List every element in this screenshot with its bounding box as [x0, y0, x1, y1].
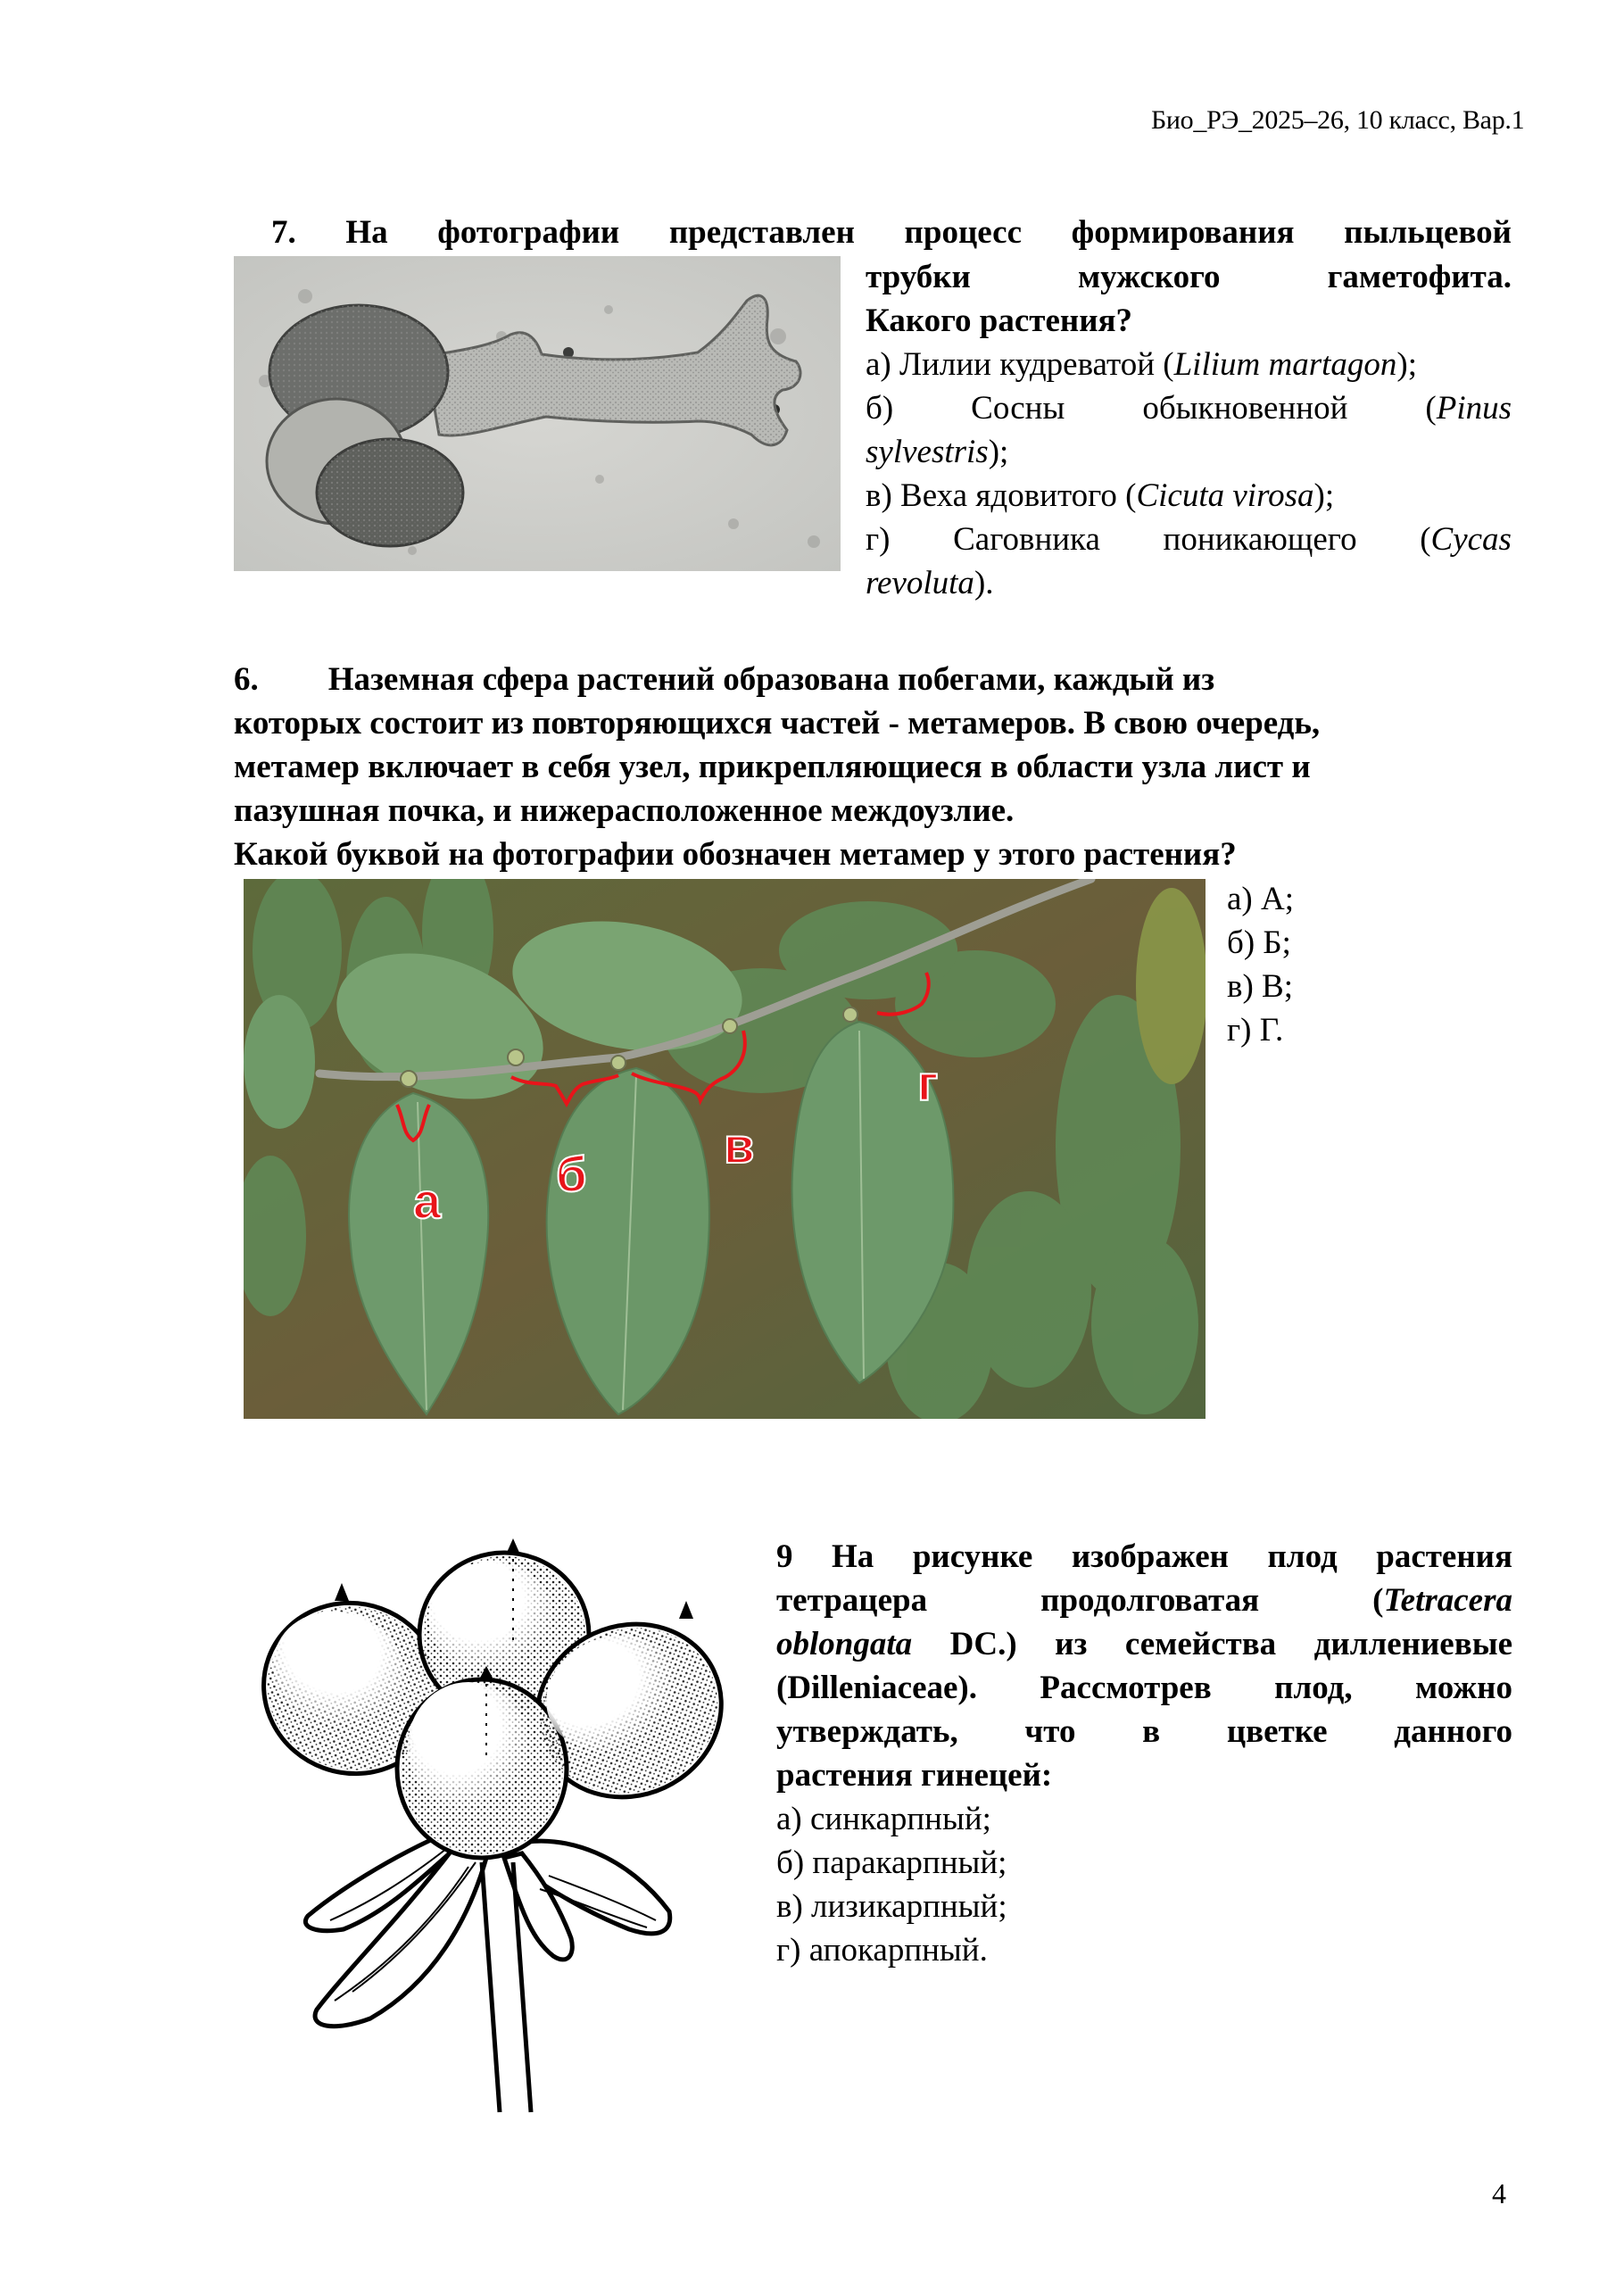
option-latin-name: Cycas — [1430, 521, 1512, 558]
option-text: В; — [1262, 968, 1294, 1005]
q7-question-block — [866, 255, 1512, 605]
option-letter: б) — [1227, 924, 1255, 961]
q9-question-block — [776, 1535, 1512, 1972]
q7-option-b[interactable] — [866, 386, 1512, 430]
option-letter: г) — [1227, 1012, 1252, 1049]
q9-line4: (Dilleniaceae). Рассмотрев плод, можно — [776, 1670, 1512, 1706]
q7-title-line1: 7. На фотографии представлен процесс формирования пыльцевой — [271, 214, 1512, 251]
q9-latin-genus: (Tetracera — [1372, 1582, 1512, 1619]
page-number: 4 — [1492, 2177, 1506, 2209]
shoot-illustration — [244, 879, 1206, 1419]
option-letter: в) — [776, 1888, 803, 1925]
q6-line1-text: Наземная сфера растений образована побегами, каждый из — [327, 661, 1215, 698]
option-latin-name: sylvestris — [866, 434, 989, 470]
option-letter: в) — [1227, 968, 1254, 1005]
option-latin-name: Pinus — [1436, 390, 1512, 427]
option-latin-start: (Pinus — [1425, 390, 1512, 427]
q6-option-a[interactable] — [1227, 877, 1294, 921]
option-latin-name: revoluta — [866, 565, 974, 601]
q7-options — [866, 343, 1512, 605]
q9-options — [776, 1797, 1512, 1972]
q6-line3: метамер включает в себя узел, прикрепляющиеся в области узла лист и — [234, 749, 1311, 785]
label-b: б — [556, 1146, 587, 1202]
option-letter: а) — [1227, 881, 1253, 917]
latin-genus: Tetracera — [1383, 1582, 1512, 1619]
q9-line2 — [776, 1579, 1512, 1622]
option-letter: б) — [776, 1844, 805, 1881]
label-d: г — [917, 1055, 939, 1111]
latin-species: oblongata — [776, 1626, 913, 1662]
option-text: Б; — [1263, 924, 1291, 961]
q6-line4: пазушная почка, и нижерасположенное междоузлие. — [234, 792, 1015, 829]
option-letter: б) — [866, 390, 894, 427]
q6-line5: Какой буквой на фотографии обозначен метамер у этого растения? — [234, 836, 1237, 873]
q9-option-b[interactable] — [776, 1841, 1512, 1885]
option-end: ); — [988, 434, 1009, 470]
option-text: А; — [1261, 881, 1294, 917]
q9-option-a[interactable] — [776, 1797, 1512, 1841]
q6-option-b[interactable] — [1227, 921, 1294, 965]
option-text-word1: Сосны — [971, 390, 1065, 427]
q9-word-prodolgovataya: продолговатая — [1040, 1582, 1260, 1619]
q6-options — [1227, 877, 1294, 1052]
running-header: Био_РЭ_2025–26, 10 класс, Вар.1 — [1151, 105, 1525, 135]
q7-option-c[interactable] — [866, 474, 1512, 518]
option-text-word1: Саговника — [953, 521, 1100, 558]
option-text: апокарпный. — [808, 1932, 988, 1969]
option-end: ). — [974, 565, 994, 601]
q6-option-d[interactable] — [1227, 1008, 1294, 1052]
q9-word-tetracera-ru: тетрацера — [776, 1582, 928, 1619]
pollen-tube-illustration — [234, 256, 841, 571]
option-text: синкарпный; — [810, 1801, 991, 1837]
q9-option-c[interactable] — [776, 1885, 1512, 1928]
q9-line6: растения гинецей: — [776, 1757, 1053, 1794]
option-text: Г. — [1259, 1012, 1284, 1049]
tetracera-fruit-drawing — [245, 1537, 741, 2117]
fruit-illustration — [245, 1537, 741, 2117]
q6-number: 6. — [234, 661, 259, 698]
option-letter: г) — [866, 521, 891, 558]
option-latin-start: (Cycas — [1420, 521, 1512, 558]
option-text-word2: обыкновенной — [1142, 390, 1348, 427]
option-text: Веха ядовитого ( — [900, 477, 1137, 514]
label-a: а — [413, 1173, 442, 1229]
q7-title-line2: трубки мужского гаметофита. — [866, 259, 1512, 295]
q7-title-line3: Какого растения? — [866, 303, 1133, 339]
shoot-metamer-photo — [244, 879, 1206, 1419]
option-text: Лилии кудреватой ( — [899, 346, 1174, 383]
q6-option-c[interactable] — [1227, 965, 1294, 1008]
q9-line1: 9 На рисунке изображен плод растения — [776, 1538, 1512, 1575]
q9-line3-rest: DC.) из семейства диллениевые — [912, 1626, 1512, 1662]
option-letter: в) — [866, 477, 892, 514]
option-text-word2: поникающего — [1163, 521, 1357, 558]
q9-option-d[interactable] — [776, 1928, 1512, 1972]
q7-option-d-cont — [866, 561, 1512, 605]
q7-option-b-cont — [866, 430, 1512, 474]
option-end: ); — [1396, 346, 1417, 383]
option-text: лизикарпный; — [811, 1888, 1007, 1925]
option-latin-name: Cicuta virosa — [1136, 477, 1314, 514]
q7-option-a[interactable] — [866, 343, 1512, 386]
label-c: в — [724, 1117, 755, 1173]
q9-line5: утверждать, что в цветке данного — [776, 1713, 1512, 1750]
option-letter: г) — [776, 1932, 801, 1969]
option-end: ); — [1313, 477, 1335, 514]
q6-line1 — [234, 658, 1537, 701]
option-letter: а) — [866, 346, 891, 383]
q6-question-text — [234, 658, 1537, 876]
option-text: паракарпный; — [812, 1844, 1007, 1881]
option-latin-name: Lilium martagon — [1173, 346, 1397, 383]
pollen-tube-photo — [234, 256, 841, 571]
q7-option-d[interactable] — [866, 518, 1512, 561]
q6-line2: которых состоит из повторяющихся частей - метамеров. В свою очередь, — [234, 705, 1321, 742]
option-letter: а) — [776, 1801, 802, 1837]
q9-line3 — [776, 1622, 1512, 1666]
